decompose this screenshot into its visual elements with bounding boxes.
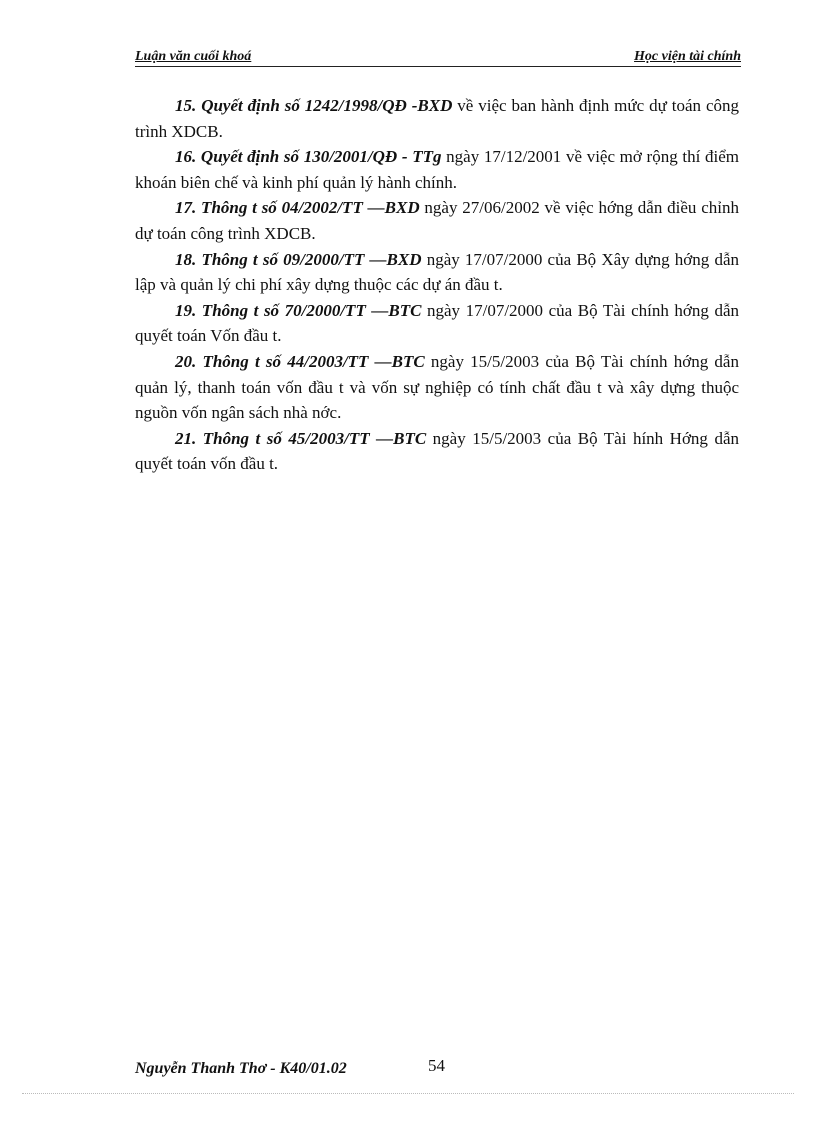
reference-title: 18. Thông t số 09/2000/TT —BXD [175,249,422,269]
reference-title: 20. Thông t số 44/2003/TT —BTC [175,351,425,371]
reference-description: ngày 17/07/2000 của Bộ Xây dựng hớng dẫn lập và quản lý chi phí xây dựng thuộc các dự án đầu t. [135,249,739,295]
page-footer [135,1056,445,1078]
list-item [135,93,739,144]
reference-title: 17. Thông t số 04/2002/TT —BXD [175,198,420,218]
list-item [135,195,739,246]
reference-description: ngày 27/06/2002 về việc hớng dẫn điều chỉnh dự toán công trình XDCB. [135,198,739,243]
list-item [135,144,739,195]
reference-description: ngày 15/5/2003 của Bộ Tài hính Hớng dẫn quyết toán vốn đầu t. [135,428,739,474]
reference-description: ngày 17/07/2000 của Bộ Tài chính hớng dẫn quyết toán Vốn đầu t. [135,300,739,346]
list-item [135,426,739,477]
list-item [135,349,739,426]
reference-description: ngày 17/12/2001 về việc mở rộng thí điểm khoán biên chế và kinh phí quản lý hành chính. [135,147,739,192]
reference-title: 19. Thông t số 70/2000/TT —BTC [175,300,422,320]
reference-description: về việc ban hành định mức dự toán công trình XDCB. [135,96,739,141]
reference-title: 21. Thông t số 45/2003/TT —BTC [175,428,427,448]
page-header [135,46,741,67]
reference-title: 15. Quyết định số 1242/1998/QĐ -BXD [175,96,453,115]
reference-list [135,93,739,477]
reference-description: ngày 15/5/2003 của Bộ Tài chính hớng dẫn quản lý, thanh toán vốn đầu t và vốn sự nghiệp có tính chất đầu t và xây dựng thuộc nguồn vốn ngân sách nhà nớc. [135,351,739,423]
footer-author: Nguyễn Thanh Thơ - K40/01.02 [135,1060,347,1077]
header-institution: Học viện tài chính [634,49,741,64]
list-item [135,298,739,349]
header-thesis-title: Luận văn cuối khoá [135,49,252,64]
reference-title: 16. Quyết định số 130/2001/QĐ - TTg [175,147,442,167]
page-bottom-divider [22,1093,794,1094]
list-item [135,247,739,298]
page-number: 54 [428,1056,445,1075]
